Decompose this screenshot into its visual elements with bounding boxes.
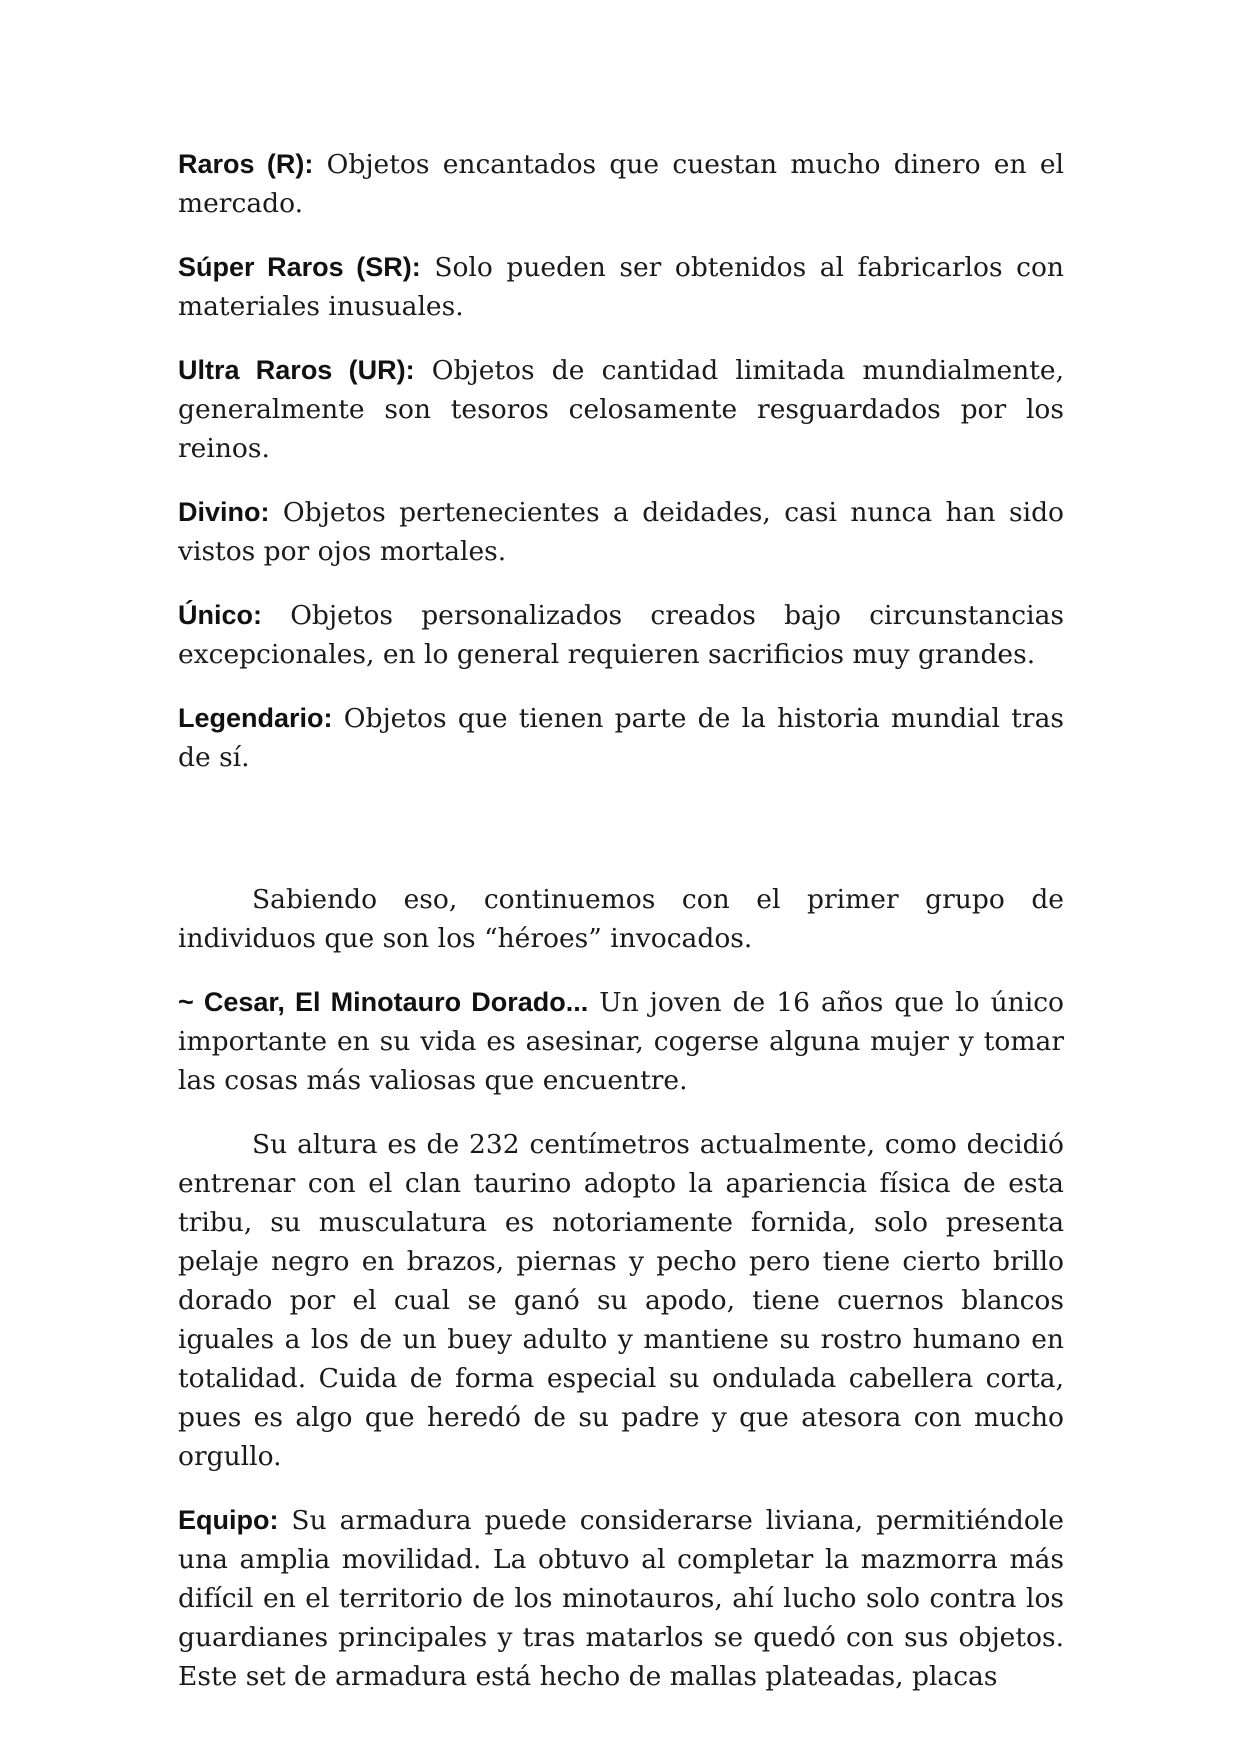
rarity-entry-super-raros bbox=[178, 248, 1064, 326]
equipment-description: Su armadura puede considerarse liviana, permitiéndole una amplia movilidad. La obtuvo al completar la mazmorra más difícil en el territorio de los minotauros, ahí lucho solo contra los guardianes principales y tras matarlos se quedó con sus objetos. Este set de armadura está hecho de mallas plateadas, placas bbox=[178, 1505, 1064, 1692]
rarity-description: Objetos encantados que cuestan mucho dinero en el mercado. bbox=[178, 149, 1064, 219]
rarity-term: Legendario: bbox=[178, 703, 333, 733]
rarity-description: Objetos pertenecientes a deidades, casi nunca han sido vistos por ojos mortales. bbox=[178, 497, 1064, 567]
character-entry bbox=[178, 983, 1064, 1100]
equipment-term: Equipo: bbox=[178, 1505, 279, 1535]
rarity-description: Solo pueden ser obtenidos al fabricarlos con materiales inusuales. bbox=[178, 252, 1064, 322]
equipment-entry bbox=[178, 1501, 1064, 1696]
rarity-description: Objetos que tienen parte de la historia mundial tras de sí. bbox=[178, 703, 1064, 773]
rarity-term: Raros (R): bbox=[178, 149, 314, 179]
description-paragraph: Su altura es de 232 centímetros actualmente, como decidió entrenar con el clan taurino adopto la apariencia física de esta tribu, su musculatura es notoriamente fornida, solo presenta pelaje negro en brazos, piernas y pecho pero tiene cierto brillo dorado por el cual se ganó su apodo, tiene cuernos blancos iguales a los de un buey adulto y mantiene su rostro humano en totalidad. Cuida de forma especial su ondulada cabellera corta, pues es algo que heredó de su padre y que atesora con mucho orgullo. bbox=[178, 1129, 1064, 1472]
character-summary: Un joven de 16 años que lo único importante en su vida es asesinar, cogerse alguna mujer y tomar las cosas más valiosas que encuentre. bbox=[178, 987, 1064, 1096]
rarity-term: Ultra Raros (UR): bbox=[178, 355, 415, 385]
rarity-entry-ultra-raros bbox=[178, 351, 1064, 468]
rarity-entry-unico bbox=[178, 596, 1064, 674]
rarity-term: Único: bbox=[178, 600, 262, 630]
section-gap bbox=[178, 802, 1064, 880]
rarity-entry-divino bbox=[178, 493, 1064, 571]
intro-paragraph: Sabiendo eso, continuemos con el primer grupo de individuos que son los “héroes” invocados. bbox=[178, 884, 1064, 954]
character-name: ~ Cesar, El Minotauro Dorado... bbox=[178, 987, 589, 1017]
rarity-term: Divino: bbox=[178, 497, 270, 527]
rarity-entry-legendario bbox=[178, 699, 1064, 777]
rarity-entry-raros bbox=[178, 145, 1064, 223]
rarity-description: Objetos de cantidad limitada mundialmente, generalmente son tesoros celosamente resguardados por los reinos. bbox=[178, 355, 1064, 464]
page-body bbox=[178, 145, 1064, 1721]
rarity-description: Objetos personalizados creados bajo circunstancias excepcionales, en lo general requieren sacrificios muy grandes. bbox=[178, 600, 1064, 670]
rarity-term: Súper Raros (SR): bbox=[178, 252, 421, 282]
